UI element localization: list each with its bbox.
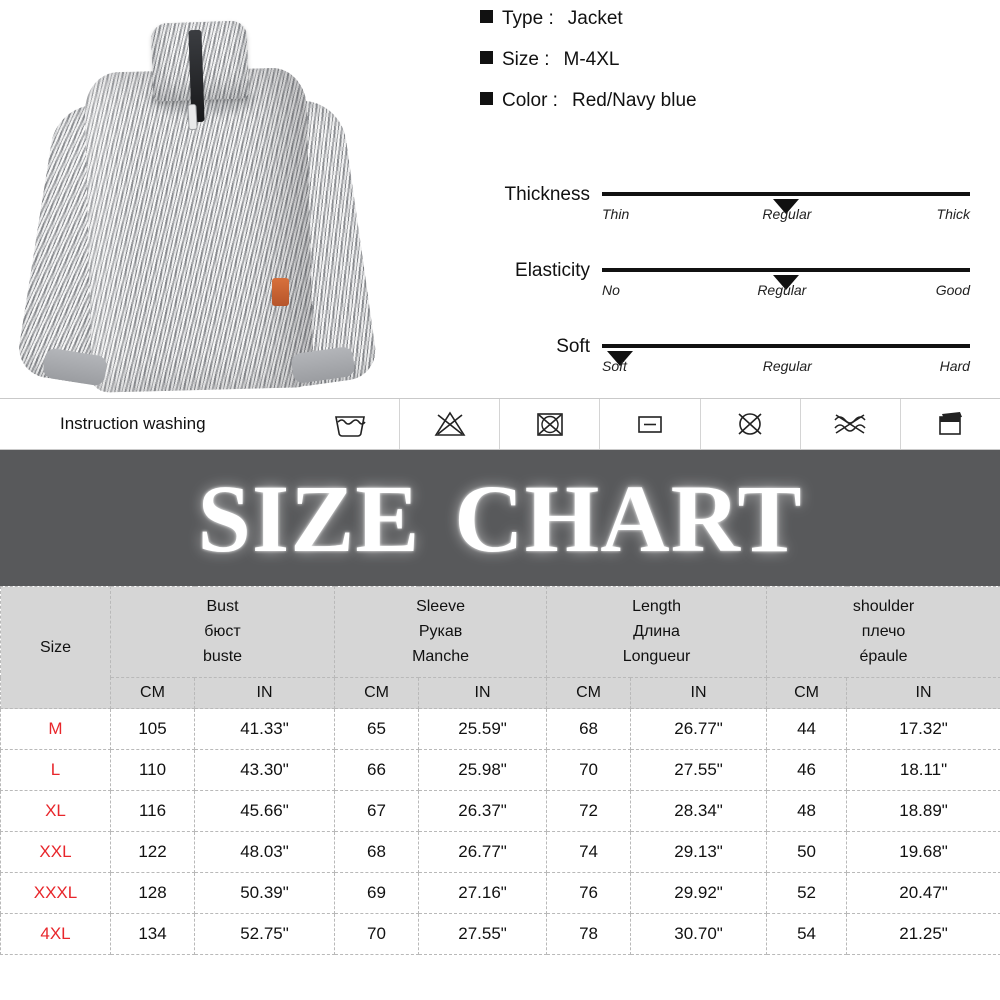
cell: 20.47" [847, 873, 1000, 914]
slider-ticks [602, 282, 970, 298]
header-size: Size [1, 587, 111, 709]
spec-list [480, 8, 1000, 131]
cell: 21.25" [847, 914, 1000, 955]
cell: 18.89" [847, 791, 1000, 832]
cell: 70 [335, 914, 419, 955]
size-chart-table [0, 586, 1000, 955]
table-row [1, 832, 1000, 873]
slider-track [602, 344, 970, 348]
cell: 76 [547, 873, 631, 914]
slider-tick-mid: Regular [757, 282, 807, 298]
drip-dry-icon [900, 399, 1000, 449]
cell: 122 [111, 832, 195, 873]
row-size: XXXL [1, 873, 111, 914]
product-overview-section [0, 0, 1000, 400]
row-size: 4XL [1, 914, 111, 955]
slider-tick-left: Thin [602, 206, 630, 222]
cell: 67 [335, 791, 419, 832]
cell: 43.30" [195, 750, 335, 791]
spec-label: Type : [502, 8, 554, 29]
slider-tick-right: Hard [939, 358, 970, 374]
slider-tick-mid: Regular [762, 358, 812, 374]
square-bullet-icon [480, 92, 493, 105]
cell: 25.59" [419, 709, 547, 750]
header-shoulder [767, 587, 1000, 678]
cell: 27.16" [419, 873, 547, 914]
table-row [1, 873, 1000, 914]
unit-cell: CM [335, 678, 419, 709]
do-not-dry-clean-icon [700, 399, 800, 449]
cell: 74 [547, 832, 631, 873]
size-chart-banner [0, 450, 1000, 586]
cell: 69 [335, 873, 419, 914]
row-size: L [1, 750, 111, 791]
slider-tick-right: Thick [936, 206, 970, 222]
brand-tag [272, 278, 289, 306]
slider-tick-left: No [602, 282, 620, 298]
cell: 30.70" [631, 914, 767, 955]
spec-value: Red/Navy blue [571, 90, 697, 111]
cell: 25.98" [419, 750, 547, 791]
cell: 52.75" [195, 914, 335, 955]
cell: 19.68" [847, 832, 1000, 873]
product-image [0, 0, 400, 400]
spec-row-size [480, 49, 1000, 90]
slider-label: Elasticity [515, 260, 590, 281]
washing-icon-row [300, 399, 1000, 449]
unit-cell: IN [631, 678, 767, 709]
washing-instruction-label: Instruction washing [60, 414, 206, 433]
garment-illustration [0, 0, 400, 400]
cell: 17.32" [847, 709, 1000, 750]
cell: 26.77" [631, 709, 767, 750]
cell: 48.03" [195, 832, 335, 873]
spec-value: Jacket [567, 8, 623, 29]
unit-cell: CM [767, 678, 847, 709]
header-bust-ru: бюст [204, 622, 241, 640]
slider-ticks [602, 358, 970, 374]
cell: 72 [547, 791, 631, 832]
spec-label: Color : [502, 90, 558, 111]
table-row [1, 791, 1000, 832]
header-length-ru: Длина [633, 622, 680, 640]
cell: 28.34" [631, 791, 767, 832]
cell: 70 [547, 750, 631, 791]
header-shoulder-fr: épaule [859, 647, 908, 665]
table-row [1, 750, 1000, 791]
cell: 134 [111, 914, 195, 955]
square-bullet-icon [480, 10, 493, 23]
cell: 50.39" [195, 873, 335, 914]
header-sleeve [335, 587, 547, 678]
header-bust-fr: buste [202, 647, 243, 665]
cell: 41.33" [195, 709, 335, 750]
banner-word-size: SIZE [197, 464, 421, 572]
slider-ticks [602, 206, 970, 222]
cell: 45.66" [195, 791, 335, 832]
unit-cell: IN [847, 678, 1000, 709]
unit-cell: IN [419, 678, 547, 709]
spec-row-type [480, 8, 1000, 49]
do-not-bleach-icon [399, 399, 499, 449]
slider-tick-right: Good [935, 282, 970, 298]
header-shoulder-ru: плечо [861, 622, 906, 640]
header-bust [111, 587, 335, 678]
row-size: XL [1, 791, 111, 832]
cell: 46 [767, 750, 847, 791]
header-sleeve-ru: Рукав [418, 622, 463, 640]
cell: 65 [335, 709, 419, 750]
table-header-row [1, 587, 1000, 678]
header-length [547, 587, 767, 678]
slider-tick-left: Soft [602, 358, 627, 374]
unit-cell: CM [111, 678, 195, 709]
zipper-pull-icon [187, 104, 197, 130]
slider-soft [470, 324, 1000, 400]
cell: 116 [111, 791, 195, 832]
cell: 48 [767, 791, 847, 832]
table-row [1, 914, 1000, 955]
slider-thickness [470, 172, 1000, 248]
slider-track [602, 192, 970, 196]
slider-track [602, 268, 970, 272]
table-unit-row [1, 678, 1000, 709]
cell: 50 [767, 832, 847, 873]
cell: 52 [767, 873, 847, 914]
attribute-sliders [470, 172, 1000, 400]
spec-row-color [480, 90, 1000, 131]
cell: 27.55" [631, 750, 767, 791]
table-row [1, 709, 1000, 750]
cell: 78 [547, 914, 631, 955]
cell: 128 [111, 873, 195, 914]
row-size: XXL [1, 832, 111, 873]
cell: 29.92" [631, 873, 767, 914]
do-not-wring-icon [800, 399, 900, 449]
header-bust-en: Bust [206, 598, 239, 615]
cell: 44 [767, 709, 847, 750]
cell: 27.55" [419, 914, 547, 955]
cell: 26.77" [419, 832, 547, 873]
cell: 66 [335, 750, 419, 791]
washing-instruction-bar [0, 398, 1000, 450]
cell: 29.13" [631, 832, 767, 873]
hand-wash-icon [300, 399, 399, 449]
cell: 26.37" [419, 791, 547, 832]
cell: 68 [335, 832, 419, 873]
row-size: M [1, 709, 111, 750]
header-sleeve-fr: Manche [412, 647, 469, 665]
header-shoulder-en: shoulder [852, 598, 915, 615]
square-bullet-icon [480, 51, 493, 64]
cell: 54 [767, 914, 847, 955]
header-sleeve-en: Sleeve [416, 598, 465, 615]
spec-label: Size : [502, 49, 550, 70]
do-not-tumble-dry-icon [499, 399, 599, 449]
cell: 105 [111, 709, 195, 750]
header-length-en: Length [632, 598, 681, 615]
header-length-fr: Longueur [622, 647, 691, 665]
slider-label: Soft [556, 336, 590, 357]
slider-elasticity [470, 248, 1000, 324]
cell: 110 [111, 750, 195, 791]
unit-cell: CM [547, 678, 631, 709]
slider-label: Thickness [504, 184, 590, 205]
slider-tick-mid: Regular [762, 206, 812, 222]
cell: 68 [547, 709, 631, 750]
cell: 18.11" [847, 750, 1000, 791]
iron-low-heat-icon [599, 399, 699, 449]
unit-cell: IN [195, 678, 335, 709]
spec-value: M-4XL [563, 49, 620, 70]
banner-word-chart: CHART [454, 464, 803, 572]
